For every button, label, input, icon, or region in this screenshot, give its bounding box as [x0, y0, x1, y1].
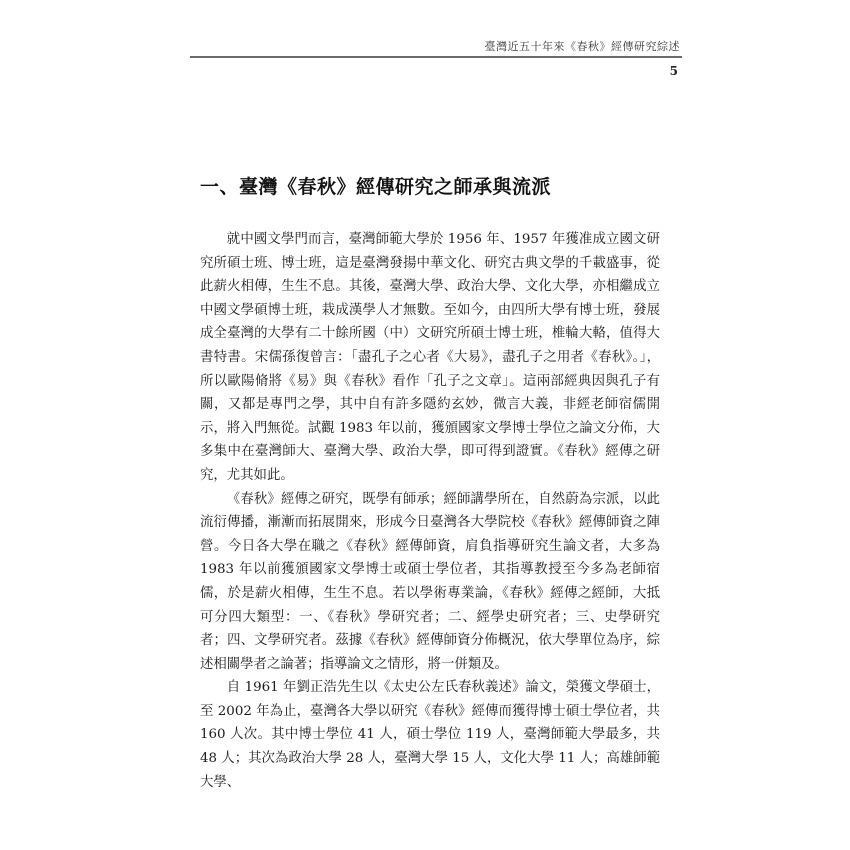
paragraph-2: 《春秋》經傳之研究，既學有師承；經師講學所在，自然蔚為宗派，以此流衍傳播，漸漸而拓展開來，形成今日臺灣各大學院校《春秋》經傳師資之陣營。今日各大學在職之《春秋》經傳師資，肩負指導研究生論文者，大多為 1983 年以前獲頒國家文學博士或碩士學位者，其指導教授至今多為老師宿儒，於是薪火相傳，生生不息。若以學術專業論，《春秋》經傳之經師，大抵可分四大類型：一、《春秋》學研究者；二、經學史研究者；三、史學研究者；四、文學研究者。茲據《春秋》經傳師資分佈概況，依大學單位為序，綜述相關學者之論著；指導論文之情形，將一併類及。 [200, 491, 660, 672]
section-heading: 一、臺灣《春秋》經傳研究之師承與流派 [200, 176, 552, 198]
header-rule [190, 56, 682, 58]
paragraph-3: 自 1961 年劉正浩先生以《太史公左氏春秋義述》論文，榮獲文學碩士，至 2002 年為止，臺灣各大學以研究《春秋》經傳而獲得博士碩士學位者，共 160 人次。其中博士學位 41 人，碩士學位 119 人，臺灣師範大學最多，共 48 人；其次為政治大學 28 人，臺灣大學 15 人，文化大學 11 人；高雄師範大學、 [200, 680, 660, 790]
page-number: 5 [669, 64, 678, 78]
body-text [200, 228, 660, 794]
running-header: 臺灣近五十年來《春秋》經傳研究綜述 [484, 40, 680, 53]
paragraph-1: 就中國文學門而言，臺灣師範大學於 1956 年、1957 年獲准成立國文研究所碩士班、博士班，這是臺灣發揚中華文化、研究古典文學的千載盛事，從此薪火相傳，生生不息。其後，臺灣大學、政治大學、文化大學，亦相繼成立中國文學碩博士班，栽成漢學人才無數。至如今，由四所大學有博士班，發展成全臺灣的大學有二十餘所國（中）文研究所碩士博士班，椎輪大輅，值得大書特書。宋儒孫復曾言：「盡孔子之心者《大易》，盡孔子之用者《春秋》。」，所以歐陽脩將《易》與《春秋》看作「孔子之文章」。這兩部經典因與孔子有關，又都是專門之學，其中自有許多隱約玄妙，微言大義，非經老師宿儒開示，將入門無從。試觀 1983 年以前，獲頒國家文學博士學位之論文分佈，大多集中在臺灣師大、臺灣大學、政治大學，即可得到證實。《春秋》經傳之研究，尤其如此。 [200, 232, 660, 483]
